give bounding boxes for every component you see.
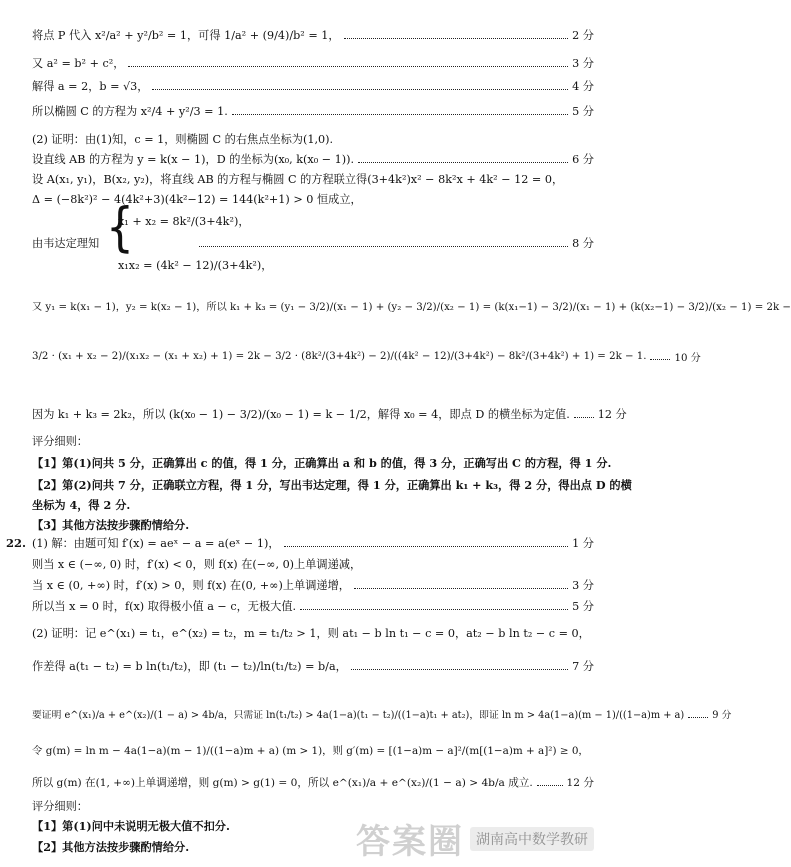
line-30: 【1】第(1)问中未说明无极大值不扣分. bbox=[32, 819, 230, 833]
line-24: (2) 证明：记 e^(x₁) = t₁，e^(x₂) = t₂，m = t₁/t₂ > 1，则 at₁ − b ln t₁ − c = 0，at₂ − b ln t₂ − c = 0， bbox=[32, 627, 590, 640]
line-15: 评分细则： bbox=[32, 435, 88, 448]
question-number: 22. bbox=[6, 536, 27, 550]
line-5: (2) 证明：由(1)知，c = 1，则椭圆 C 的右焦点坐标为(1,0). bbox=[32, 133, 334, 146]
line-27: 令 g(m) = ln m − 4a(1−a)(m − 1)/((1−a)m + a) (m > 1)，则 g′(m) = [(1−a)m − a]²/(m[(1−a)m + a]²) ≥ 0， bbox=[32, 744, 589, 757]
watermark-source: 湖南高中数学教研 bbox=[470, 827, 594, 851]
line-12: 又 y₁ = k(x₁ − 1)，y₂ = k(x₂ − 1)，所以 k₁ + k₃ = (y₁ − 3/2)/(x₁ − 1) + (y₂ − 3/2)/(x₂ − 1) = (k(x₁−1) − 3/2)/(x₁ − 1) + (k(x₂−1) − 3/2)/(x₂ − 1) = 2k − bbox=[32, 301, 791, 313]
line-17: 【2】第(2)问共 7 分，正确联立方程，得 1 分，写出韦达定理，得 1 分，正确算出 k₁ + k₃，得 2 分，得出点 D 的横 bbox=[32, 478, 632, 492]
line-9: x₁ + x₂ = 8k²/(3+4k²)， bbox=[118, 215, 250, 228]
line-31: 【2】其他方法按步骤酌情给分. bbox=[32, 840, 190, 854]
brace-symbol: { bbox=[106, 196, 134, 258]
watermark-logo-text: 答案圈 bbox=[356, 822, 464, 862]
line-6: 设直线 AB 的方程为 y = k(x − 1)，D 的坐标为(x₀, k(x₀ − 1)). 6 分 bbox=[32, 153, 594, 166]
line-11: x₁x₂ = (4k² − 12)/(3+4k²)， bbox=[118, 259, 273, 272]
line-28: 所以 g(m) 在(1, +∞)上单调递增，则 g(m) > g(1) = 0，所以 e^(x₁)/a + e^(x₂)/(1 − a) > 4b/a 成立. 12 分 bbox=[32, 776, 594, 789]
line-10: 由韦达定理知 8 分 bbox=[32, 237, 594, 250]
line-2: 又 a² = b² + c²， 3 分 bbox=[32, 57, 594, 70]
line-14: 因为 k₁ + k₃ = 2k₂，所以 (k(x₀ − 1) − 3/2)/(x₀ − 1) = k − 1/2，解得 x₀ = 4，即点 D 的横坐标为定值. 12 分 bbox=[32, 408, 627, 421]
line-26: 要证明 e^(x₁)/a + e^(x₂)/(1 − a) > 4b/a，只需证 ln(t₁/t₂) > 4a(1−a)(t₁ − t₂)/((1−a)t₁ + at₂)，即证 ln m > 4a(1−a)(m − 1)/((1−a)m + a) 9 分 bbox=[32, 710, 732, 721]
line-23: 所以当 x = 0 时，f(x) 取得极小值 a − c，无极大值. 5 分 bbox=[32, 600, 594, 613]
line-13: 3/2 · (x₁ + x₂ − 2)/(x₁x₂ − (x₁ + x₂) + 1) = 2k − 3/2 · (8k²/(3+4k²) − 2)/((4k² − 12)/(3+4k²) − 8k²/(3+4k²) + 1) = 2k − 1. 10 分 bbox=[32, 350, 701, 364]
line-16: 【1】第(1)问共 5 分，正确算出 c 的值，得 1 分，正确算出 a 和 b 的值，得 3 分，正确写出 C 的方程，得 1 分. bbox=[32, 456, 612, 470]
line-1: 将点 P 代入 x²/a² + y²/b² = 1，可得 1/a² + (9/4)/b² = 1， 2 分 bbox=[32, 29, 594, 42]
line-25: 作差得 a(t₁ − t₂) = b ln(t₁/t₂)，即 (t₁ − t₂)/ln(t₁/t₂) = b/a， 7 分 bbox=[32, 660, 594, 673]
line-22: 当 x ∈ (0, +∞) 时，f′(x) > 0，则 f(x) 在(0, +∞)上单调递增， 3 分 bbox=[32, 579, 594, 592]
watermark bbox=[356, 814, 594, 863]
line-3: 解得 a = 2，b = √3， 4 分 bbox=[32, 80, 594, 93]
line-29: 评分细则： bbox=[32, 800, 88, 813]
line-4: 所以椭圆 C 的方程为 x²/4 + y²/3 = 1. 5 分 bbox=[32, 105, 594, 118]
line-7: 设 A(x₁, y₁)，B(x₂, y₂)，将直线 AB 的方程与椭圆 C 的方程联立得(3+4k²)x² − 8k²x + 4k² − 12 = 0， bbox=[32, 173, 564, 186]
line-21: 则当 x ∈ (−∞, 0) 时，f′(x) < 0，则 f(x) 在(−∞, 0)上单调递减， bbox=[32, 558, 362, 571]
line-18: 坐标为 4，得 2 分. bbox=[32, 498, 131, 512]
line-8: Δ = (−8k²)² − 4(4k²+3)(4k²−12) = 144(k²+1) > 0 恒成立， bbox=[32, 193, 362, 206]
line-20: (1) 解：由题可知 f′(x) = aeˣ − a = a(eˣ − 1)， 1 分 bbox=[32, 537, 594, 550]
line-19: 【3】其他方法按步骤酌情给分. bbox=[32, 518, 190, 532]
